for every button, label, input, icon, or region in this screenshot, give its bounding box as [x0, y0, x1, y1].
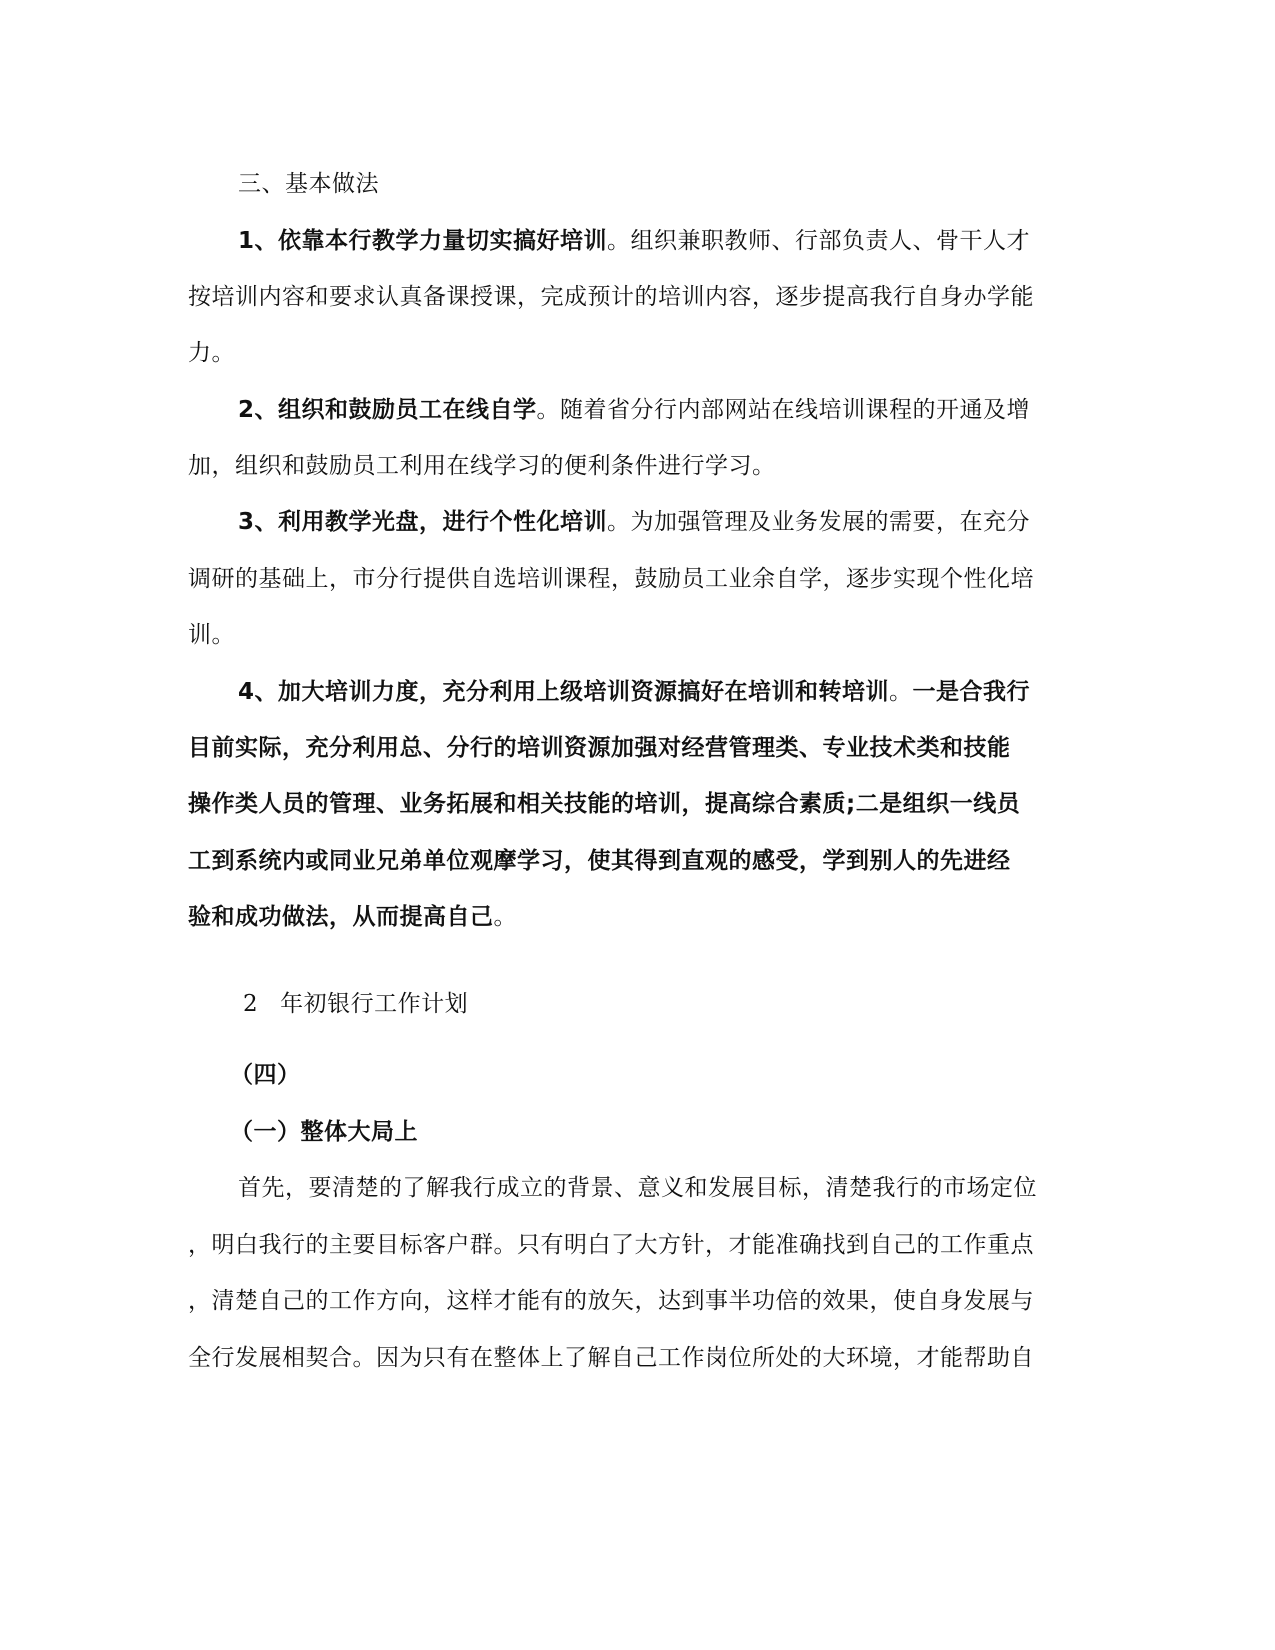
plan-para-line4: 全行发展相契合。因为只有在整体上了解自己工作岗位所处的大环境，才能帮助自 [188, 1345, 1034, 1371]
plan-para-line2: ，明白我行的主要目标客户群。只有明白了大方针，才能准确找到自己的工作重点 [188, 1232, 1034, 1258]
item2-line2: 加，组织和鼓励员工利用在线学习的便利条件进行学习。 [188, 453, 776, 479]
plan-number: 2 [243, 991, 259, 1017]
item1-line1 [238, 226, 1030, 256]
item1-line3: 力。 [188, 340, 235, 366]
plan-para-line3: ，清楚自己的工作方向，这样才能有的放矢，达到事半功倍的效果，使自身发展与 [188, 1288, 1034, 1314]
plan-para-line1: 首先，要清楚的了解我行成立的背景、意义和发展目标，清楚我行的市场定位 [238, 1175, 1037, 1201]
item4-line5 [188, 902, 517, 932]
item1-title: 1、依靠本行教学力量切实搞好培训 [238, 228, 608, 254]
item2-line1 [238, 395, 1030, 425]
item4-line2: 目前实际，充分利用总、分行的培训资源加强对经营管理类、专业技术类和技能 [188, 735, 1011, 761]
item4-line5-punct: 。 [493, 904, 517, 930]
item3-line2: 调研的基础上，市分行提供自选培训课程，鼓励员工业余自学，逐步实现个性化培 [188, 566, 1034, 592]
subheading-four: （四） [230, 1062, 301, 1088]
item2-text: 。随着省分行内部网站在线培训课程的开通及增 [536, 397, 1031, 423]
item4-line5-bold: 验和成功做法，从而提高自己 [188, 904, 494, 930]
plan-title: 年初银行工作计划 [280, 991, 469, 1017]
item4-line4: 工到系统内或同业兄弟单位观摩学习，使其得到直观的感受，学到别人的先进经 [188, 848, 1011, 874]
item4-line1 [238, 677, 1030, 707]
item4-bold-tail: 一是合我行 [912, 679, 1031, 705]
item2-title: 2、组织和鼓励员工在线自学 [238, 397, 537, 423]
item4-line3: 操作类人员的管理、业务拓展和相关技能的培训，提高综合素质;二是组织一线员 [188, 791, 1021, 817]
plan-heading [243, 989, 468, 1019]
item3-title: 3、利用教学光盘，进行个性化培训 [238, 509, 608, 535]
item1-text: 。组织兼职教师、行部负责人、骨干人才 [607, 228, 1031, 254]
subheading-one: （一）整体大局上 [230, 1119, 418, 1145]
item1-line2: 按培训内容和要求认真备课授课，完成预计的培训内容，逐步提高我行自身办学能 [188, 284, 1034, 310]
item3-line3: 训。 [188, 622, 235, 648]
section-heading: 三、基本做法 [238, 171, 379, 197]
item4-title: 4、加大培训力度，充分利用上级培训资源搞好在培训和转培训 [238, 679, 890, 705]
item4-punct: 。 [889, 679, 913, 705]
item3-text: 。为加强管理及业务发展的需要，在充分 [607, 509, 1031, 535]
item3-line1 [238, 507, 1030, 537]
